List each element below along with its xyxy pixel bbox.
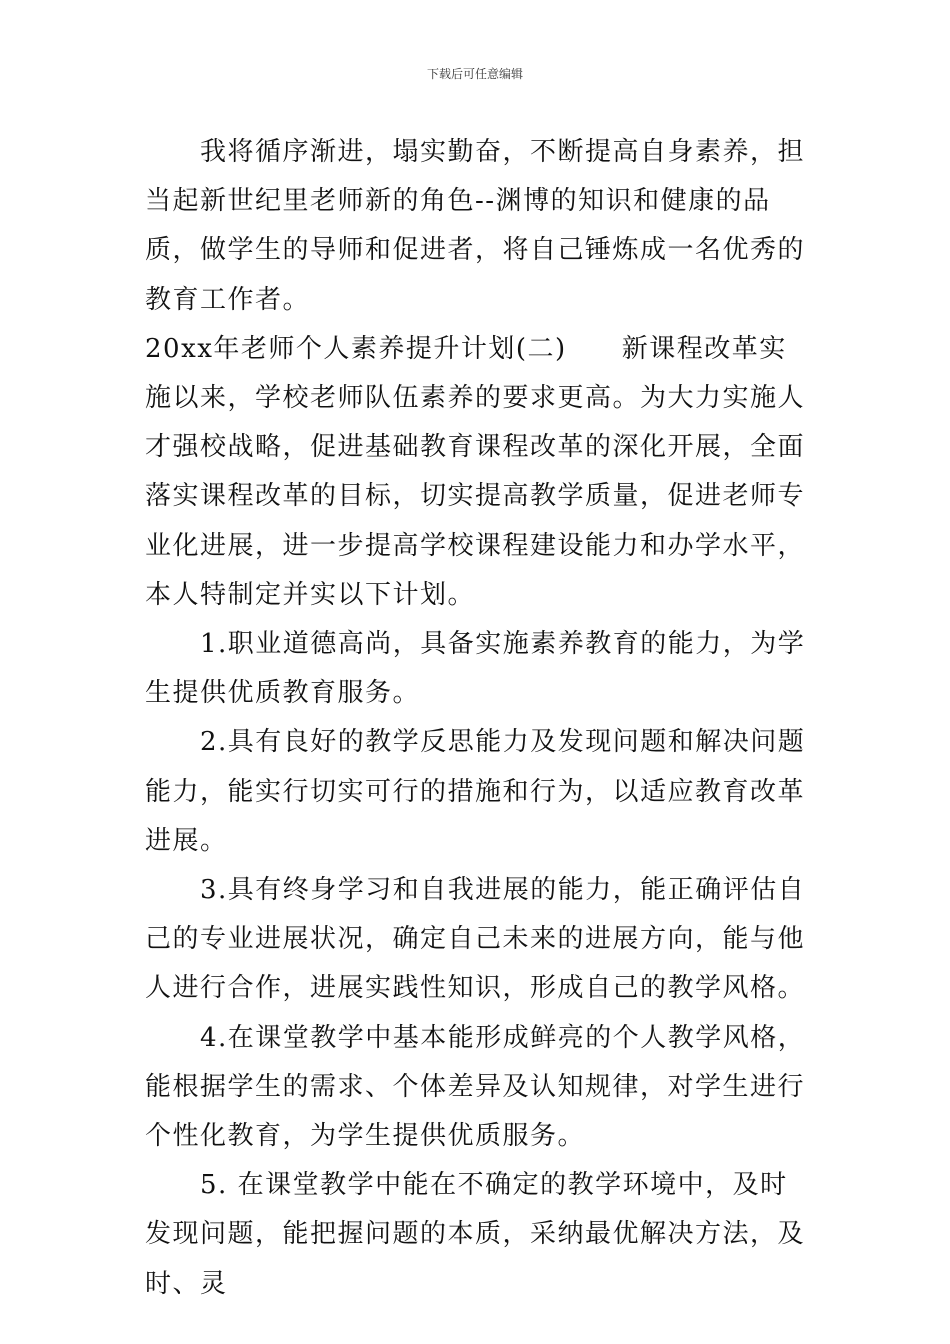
- page-header-note: 下载后可任意编辑: [426, 67, 523, 81]
- list-item-3: 3.具有终身学习和自我进展的能力，能正确评估自己的专业进展状况，确定自己未来的进展方向，能与他人进行合作，进展实践性知识，形成自己的教学风格。: [145, 875, 806, 1004]
- section-title: 20xx年老师个人素养提升计划(二): [145, 333, 567, 364]
- paragraph-closing: 我将循序渐进，塌实勤奋，不断提高自身素养，担当起新世纪里老师新的角色--渊博的知识和健康的品质，做学生的导师和促进者，将自己锤炼成一名优秀的教育工作者。: [145, 137, 806, 315]
- list-item-1: 1.职业道德高尚，具备实施素养教育的能力，为学生提供优质教育服务。: [145, 629, 806, 709]
- document-body: [145, 128, 810, 1309]
- list-item-5: 5. 在课堂教学中能在不确定的教学环境中，及时发现问题，能把握问题的本质，采纳最优解决方法，及时、灵: [145, 1170, 806, 1299]
- paragraph-intro: 新课程改革实施以来，学校老师队伍素养的要求更高。为大力实施人才强校战略，促进基础教育课程改革的深化开展，全面落实课程改革的目标，切实提高教学质量，促进老师专业化进展，进一步提高学校课程建设能力和办学水平，本人特制定并实以下计划。: [145, 333, 806, 610]
- section-paragraph: [145, 325, 810, 620]
- list-item-2: 2.具有良好的教学反思能力及发现问题和解决问题能力，能实行切实可行的措施和行为，以适应教育改革进展。: [145, 727, 806, 856]
- list-item-4: 4.在课堂教学中基本能形成鲜亮的个人教学风格，能根据学生的需求、个体差异及认知规律，对学生进行个性化教育，为学生提供优质服务。: [145, 1022, 806, 1152]
